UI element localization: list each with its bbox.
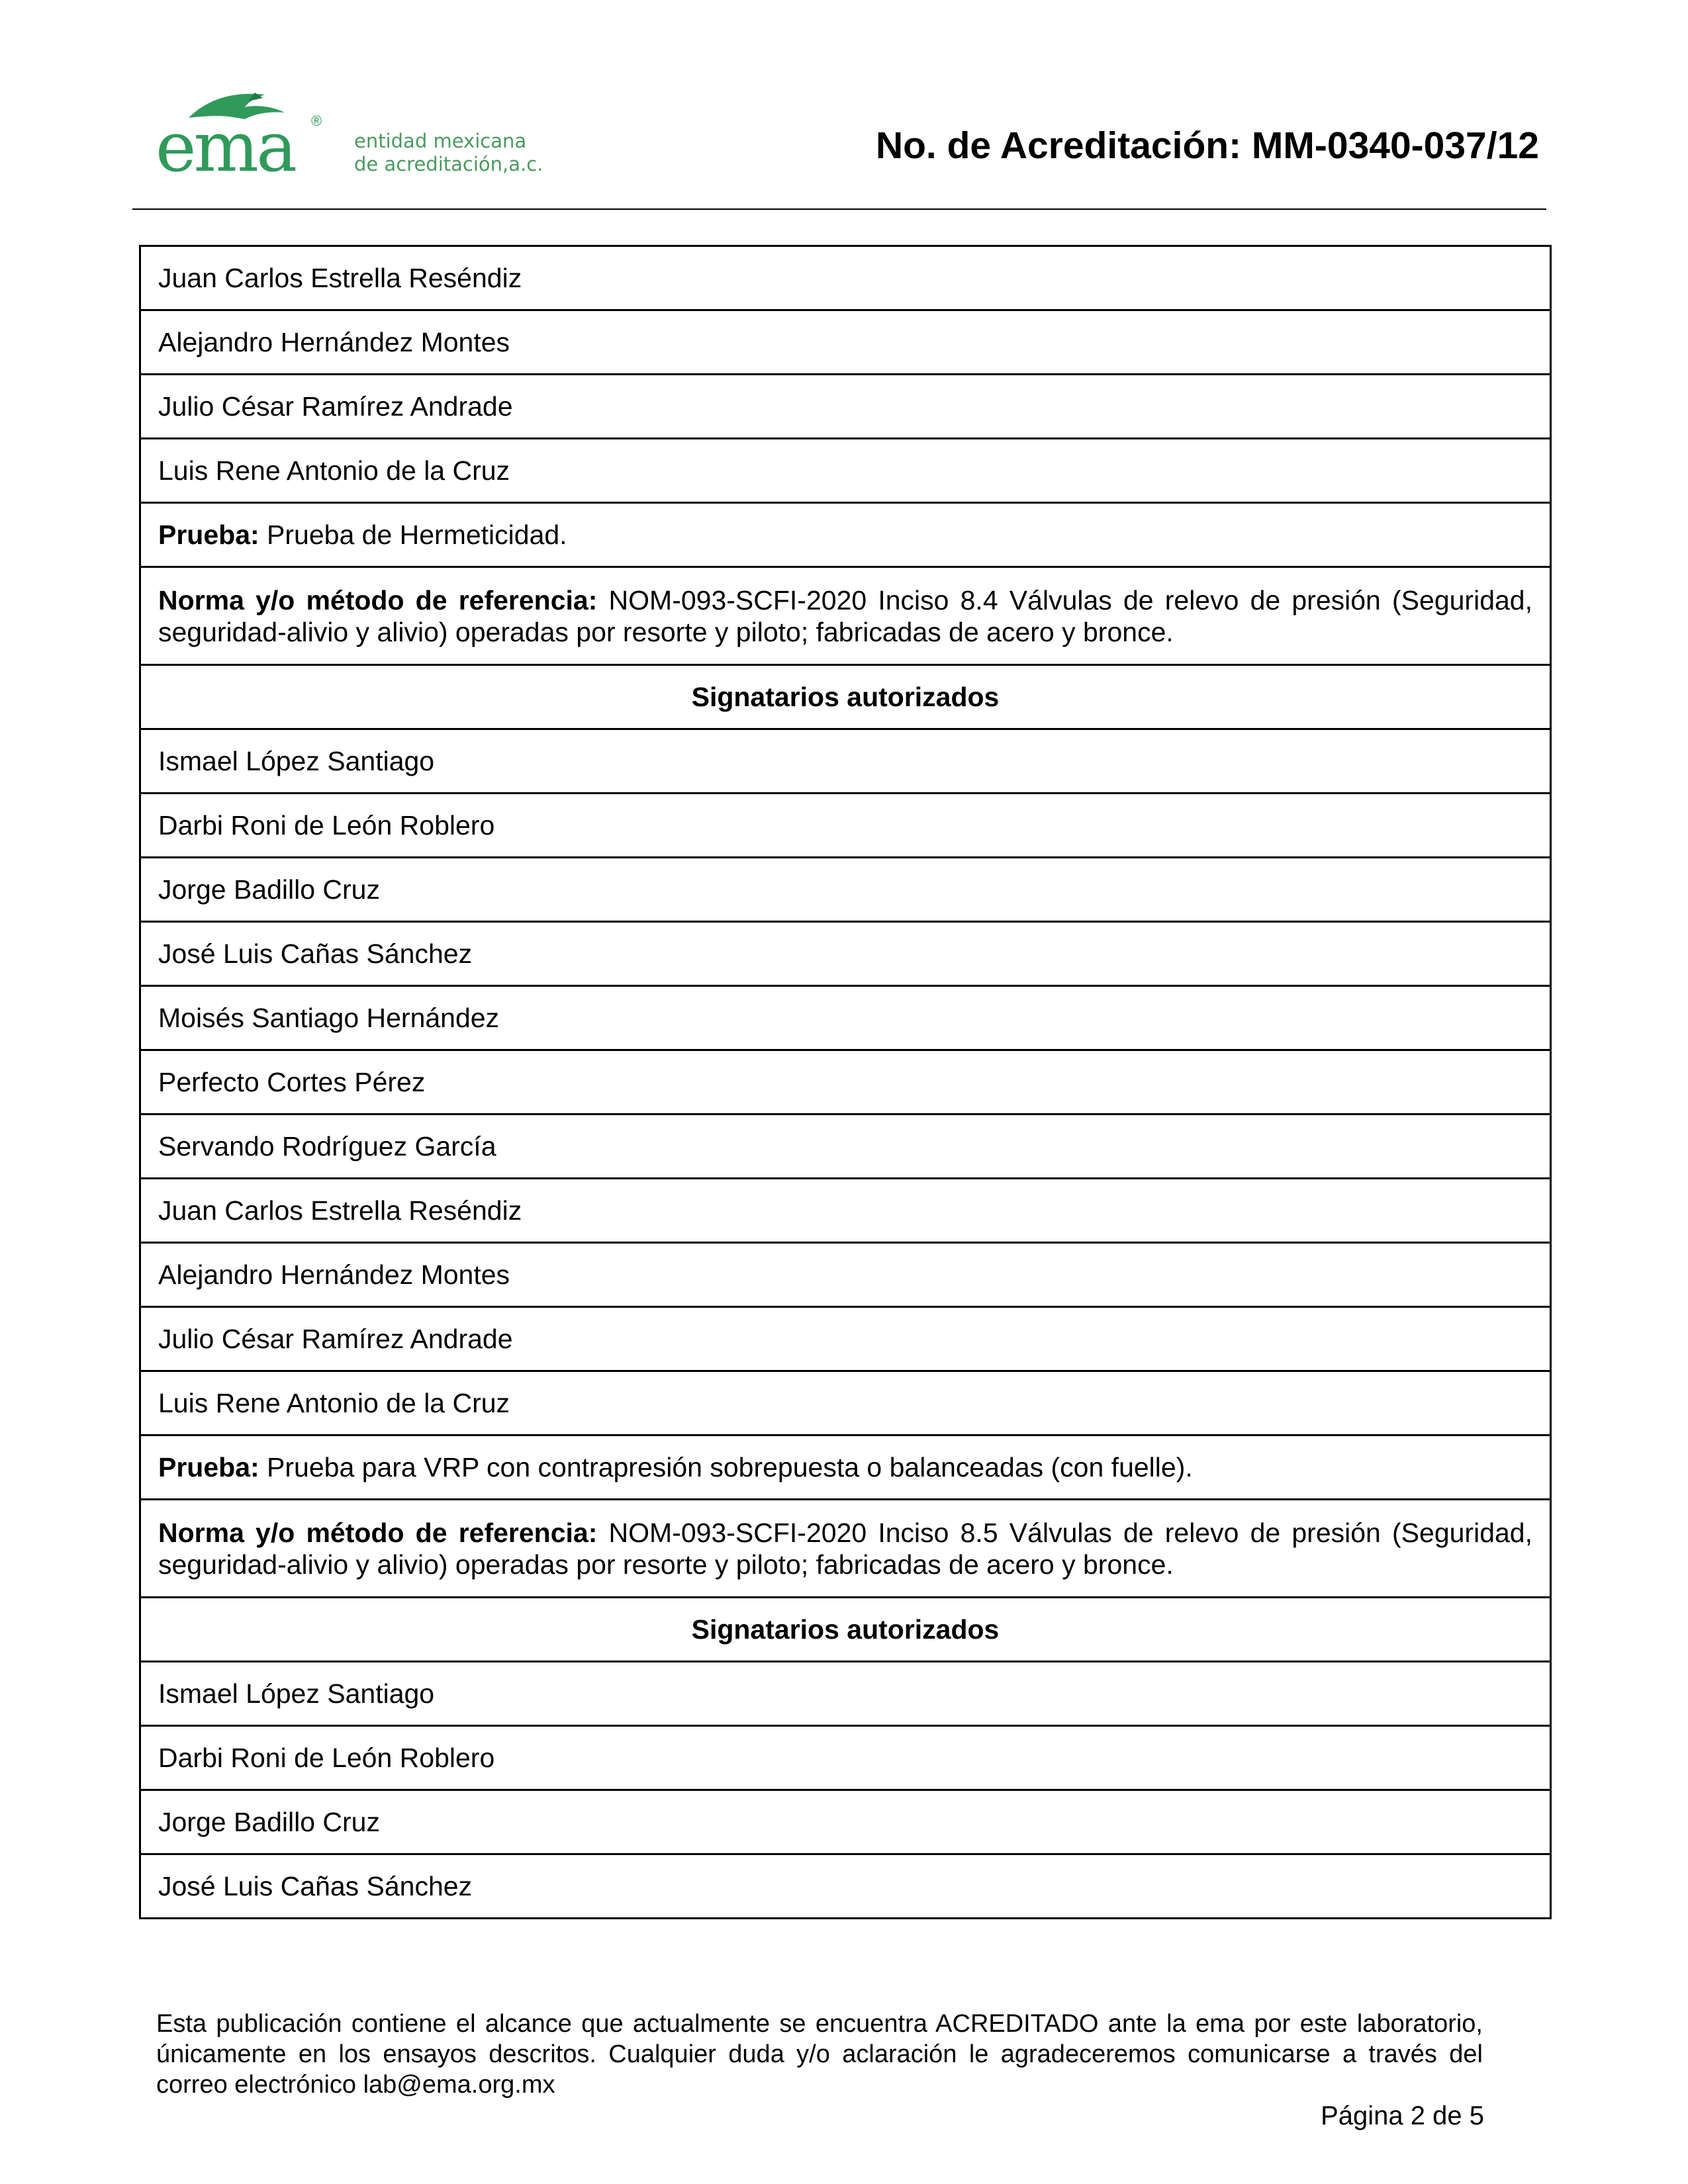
table-row [140,246,1551,310]
test-value: Prueba de Hermeticidad. [259,520,567,550]
logo-subtitle-line2: de acreditación,a.c. [354,152,543,175]
table-row [140,439,1551,503]
table-row [140,922,1551,986]
signatory-name: Julio César Ramírez Andrade [140,375,1551,439]
signatory-name: Perfecto Cortes Pérez [140,1050,1551,1115]
signatories-heading: Signatarios autorizados [140,665,1551,729]
table-row [140,1179,1551,1243]
ema-logo [149,78,573,187]
signatory-name: Alejandro Hernández Montes [140,310,1551,375]
signatory-name: Juan Carlos Estrella Reséndiz [140,246,1551,310]
signatory-name: Servando Rodríguez García [140,1115,1551,1179]
norm-value: NOM-093-SCFI-2020 Inciso 8.5 Válvulas de relevo de presión (Seguridad, seguridad-alivio y alivio) operadas por resorte y piloto; fabricadas de acero y bronce. [158,1517,1532,1580]
accreditation-number: No. de Acreditación: MM-0340-037/12 [875,124,1539,167]
signatory-name: Julio César Ramírez Andrade [140,1307,1551,1371]
signatories-heading-row [140,1598,1551,1662]
norm-cell [140,567,1551,665]
signatory-name: Alejandro Hernández Montes [140,1243,1551,1307]
logo-subtitle [354,130,543,176]
header-divider [132,208,1546,210]
test-cell [140,503,1551,567]
signatory-name: Jorge Badillo Cruz [140,1790,1551,1854]
table-row [140,1243,1551,1307]
signatory-name: Darbi Roni de León Roblero [140,1726,1551,1790]
norm-row [140,1500,1551,1598]
norm-label: Norma y/o método de referencia: [158,584,598,615]
table-row [140,1662,1551,1726]
test-row [140,1435,1551,1500]
signatory-name: José Luis Cañas Sánchez [140,1854,1551,1919]
test-cell [140,1435,1551,1500]
registered-mark: ® [311,113,322,129]
table-row [140,375,1551,439]
table-row [140,1854,1551,1919]
signatory-name: José Luis Cañas Sánchez [140,922,1551,986]
logo-wordmark: ema [156,107,295,187]
test-row [140,503,1551,567]
norm-cell [140,1500,1551,1598]
test-label: Prueba: [158,520,259,550]
footer-notice: Esta publicación contiene el alcance que actualmente se encuentra ACREDITADO ante la ema por este laboratorio, únicamente en los ensayos descritos. Cualquier duda y/o aclaración le agradeceremos comunicarse a través del correo electrónico lab@ema.org.mx [156,2010,1483,2099]
table-row [140,1790,1551,1854]
signatory-name: Ismael López Santiago [140,1662,1551,1726]
norm-value: NOM-093-SCFI-2020 Inciso 8.4 Válvulas de relevo de presión (Seguridad, seguridad-alivio y alivio) operadas por resorte y piloto; fabricadas de acero y bronce. [158,584,1532,647]
table-row [140,1371,1551,1435]
test-value: Prueba para VRP con contrapresión sobrepuesta o balanceadas (con fuelle). [259,1452,1193,1482]
signatory-name: Moisés Santiago Hernández [140,986,1551,1050]
table-row [140,986,1551,1050]
logo-subtitle-line1: entidad mexicana [354,130,527,152]
table-row [140,310,1551,375]
signatory-name: Luis Rene Antonio de la Cruz [140,439,1551,503]
signatories-heading-row [140,665,1551,729]
table-row [140,729,1551,794]
table-row [140,1050,1551,1115]
table-row [140,1307,1551,1371]
norm-row [140,567,1551,665]
table-row [140,1726,1551,1790]
norm-label: Norma y/o método de referencia: [158,1517,598,1548]
table-row [140,794,1551,858]
scope-table [139,245,1552,1919]
signatories-heading: Signatarios autorizados [140,1598,1551,1662]
signatory-name: Darbi Roni de León Roblero [140,794,1551,858]
table-row [140,1115,1551,1179]
signatory-name: Ismael López Santiago [140,729,1551,794]
signatory-name: Juan Carlos Estrella Reséndiz [140,1179,1551,1243]
test-label: Prueba: [158,1452,259,1482]
signatory-name: Jorge Badillo Cruz [140,858,1551,922]
table-row [140,858,1551,922]
signatory-name: Luis Rene Antonio de la Cruz [140,1371,1551,1435]
page-number: Página 2 de 5 [1321,2101,1484,2130]
